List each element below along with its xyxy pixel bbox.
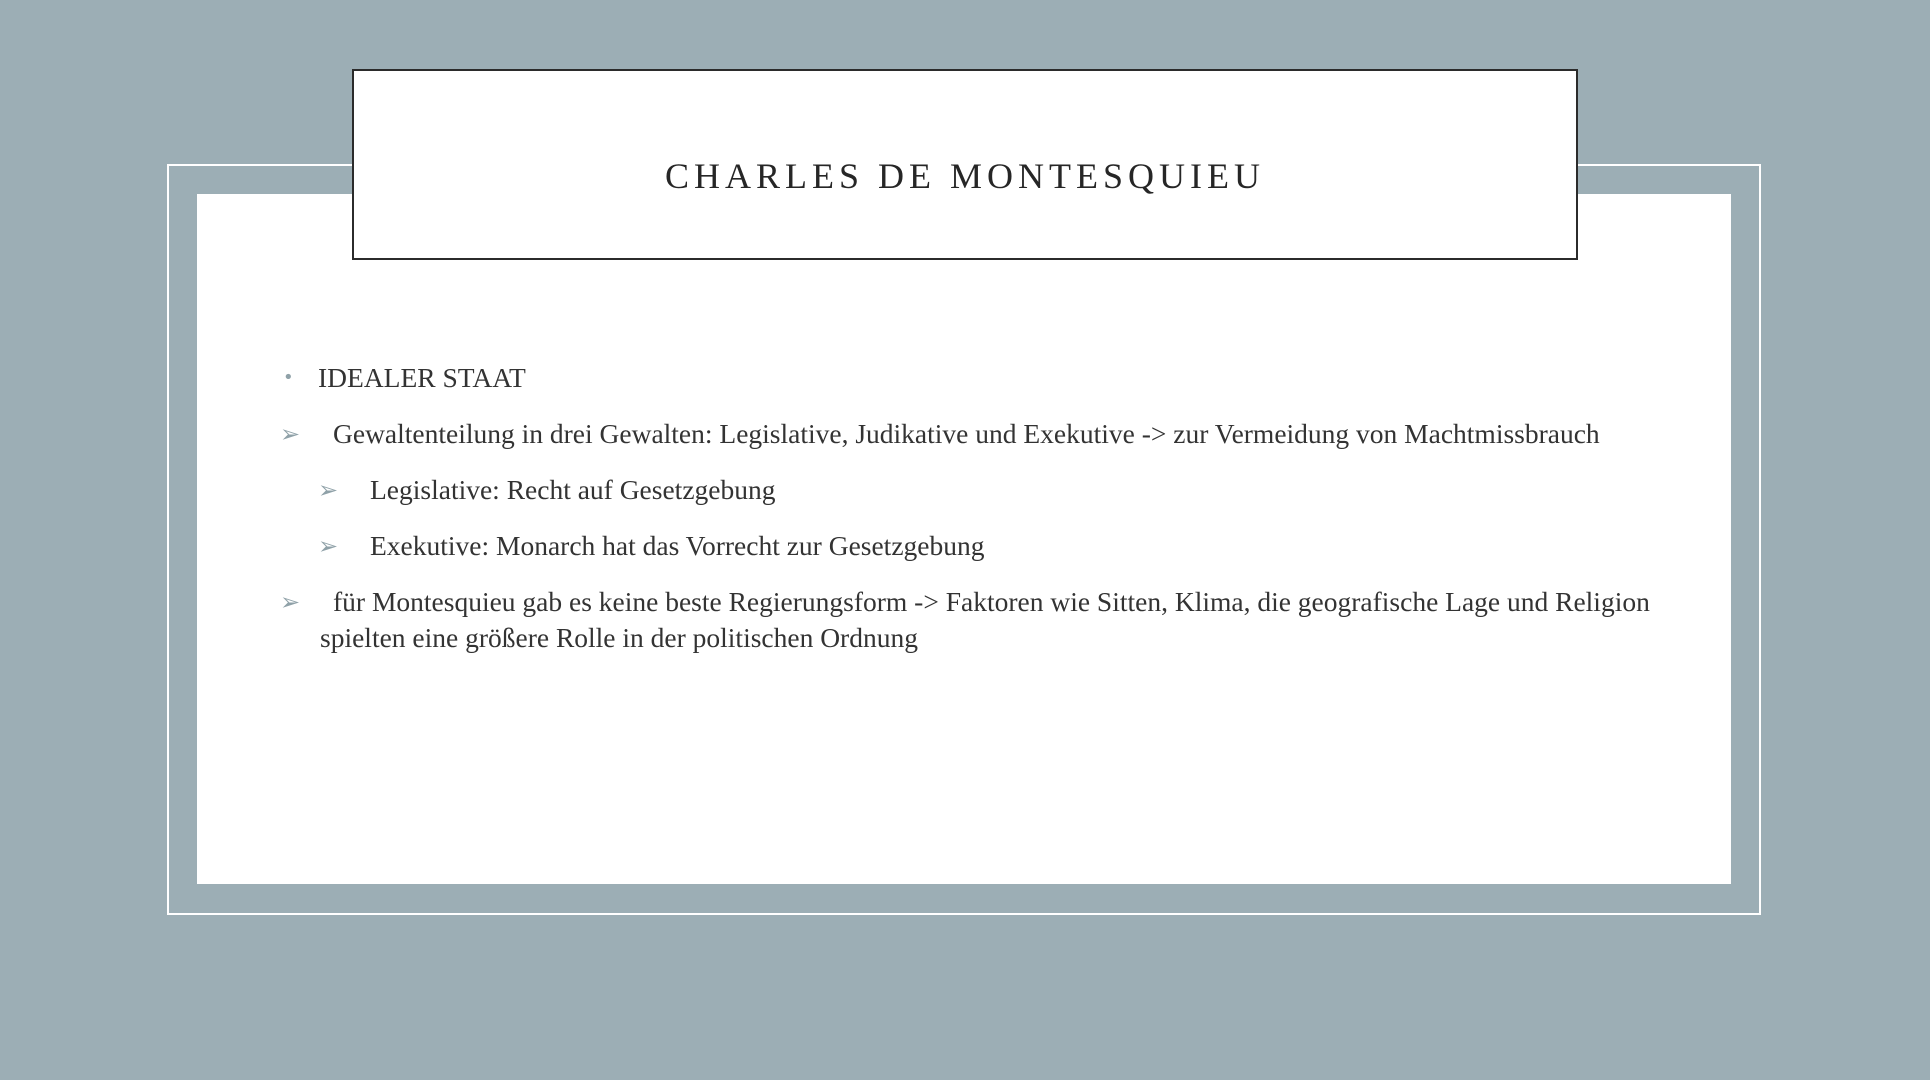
bullet-text <box>280 584 1680 656</box>
bullet-text-content: für Montesquieu gab es keine beste Regierungsform -> Faktoren wie Sitten, Klima, die geografische Lage und Religion spielten eine größere Rolle in der politischen Ordnung <box>320 586 1650 653</box>
title-box <box>352 69 1578 260</box>
bullet-text-content: Gewaltenteilung in drei Gewalten: Legislative, Judikative und Exekutive -> zur Vermeidung von Machtmissbrauch <box>333 418 1600 449</box>
bullet-item <box>280 416 1680 452</box>
bullet-dot-icon: • <box>283 367 294 388</box>
bullet-text: IDEALER STAAT <box>318 362 526 393</box>
bullet-item <box>280 584 1680 656</box>
slide-title: CHARLES DE MONTESQUIEU <box>665 155 1265 196</box>
bullet-text: Exekutive: Monarch hat das Vorrecht zur Gesetzgebung <box>370 530 985 561</box>
arrow-bullet-icon: ➢ <box>280 420 301 448</box>
bullet-item <box>280 528 1680 564</box>
bullet-item <box>280 472 1680 508</box>
bullet-text: Legislative: Recht auf Gesetzgebung <box>370 474 776 505</box>
arrow-bullet-icon: ➢ <box>280 588 301 616</box>
arrow-bullet-icon: ➢ <box>318 532 339 560</box>
arrow-bullet-icon: ➢ <box>318 476 339 504</box>
bullet-text <box>280 416 1680 452</box>
bullet-list <box>280 360 1680 676</box>
bullet-item <box>280 360 1680 396</box>
